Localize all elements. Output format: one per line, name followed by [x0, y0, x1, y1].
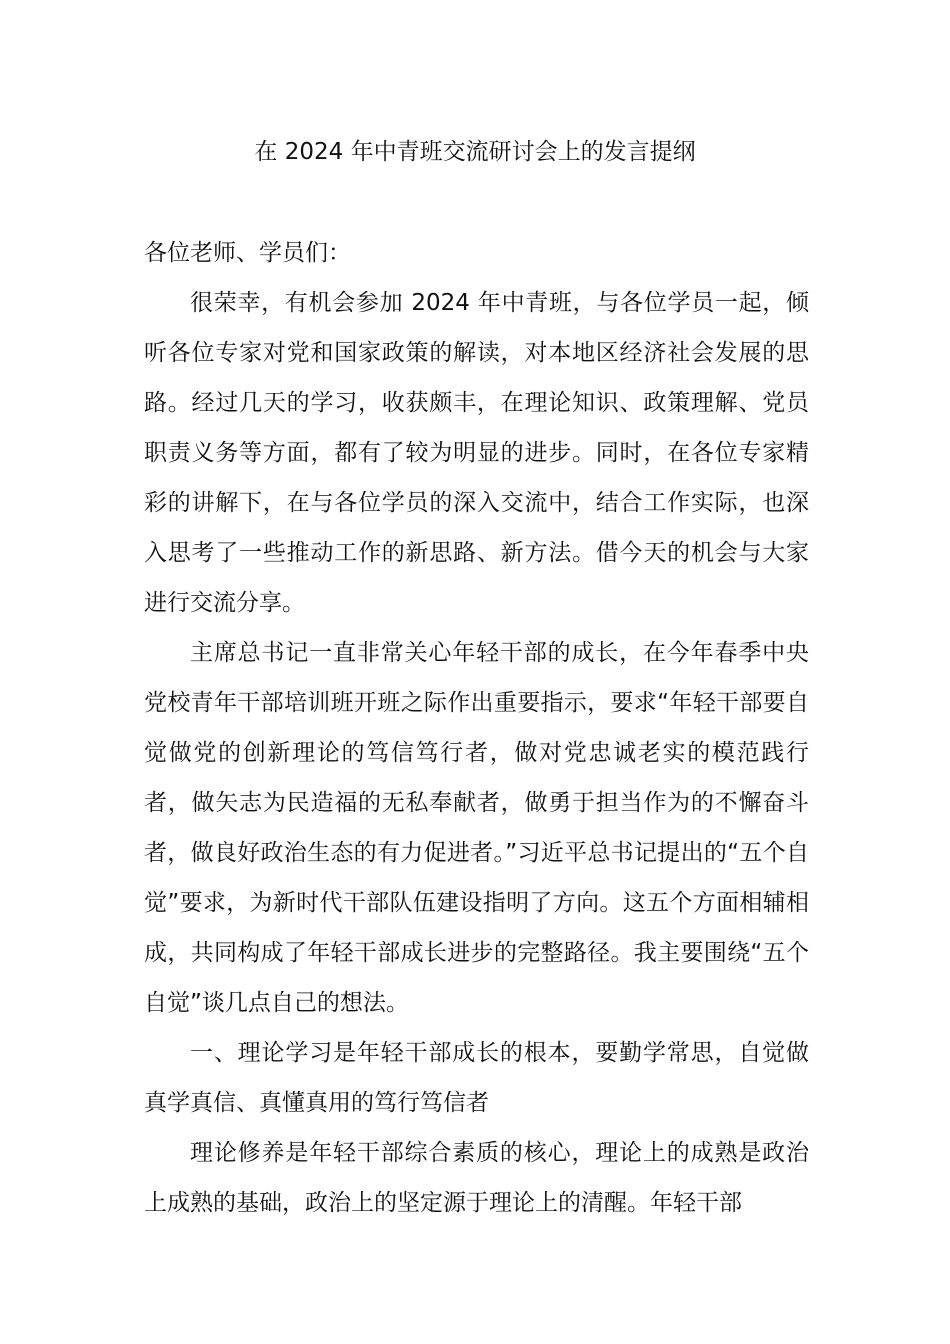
document-title: 在 2024 年中青班交流研讨会上的发言提纲: [254, 139, 696, 165]
paragraph-opening: 很荣幸，有机会参加 2024 年中青班，与各位学员一起，倾听各位专家对党和国家政策的解读，对本地区经济社会发展的思路。经过几天的学习，收获颇丰，在理论知识、政策理解、党员职责义务等方面，都有了较为明显的进步。同时，在各位专家精彩的讲解下，在与各位学员的深入交流中，结合工作实际，也深入思考了一些推动工作的新思路、新方法。借今天的机会与大家进行交流分享。: [144, 290, 809, 616]
paragraph-theory: 理论修养是年轻干部综合素质的核心，理论上的成熟是政治上成熟的基础，政治上的坚定源于理论上的清醒。年轻干部: [144, 1140, 809, 1216]
document-body: [144, 228, 809, 1228]
salutation: 各位老师、学员们：: [144, 240, 351, 266]
paragraph-five-conscious: 主席总书记一直非常关心年轻干部的成长，在今年春季中央党校青年干部培训班开班之际作出重要指示，要求“年轻干部要自觉做党的创新理论的笃信笃行者，做对党忠诚老实的模范践行者，做矢志为民造福的无私奉献者，做勇于担当作为的不懈奋斗者，做良好政治生态的有力促进者。”习近平总书记提出的“五个自觉”要求，为新时代干部队伍建设指明了方向。这五个方面相辅相成，共同构成了年轻干部成长进步的完整路径。我主要围绕“五个自觉”谈几点自己的想法。: [144, 640, 809, 1016]
section-heading-one: 一、理论学习是年轻干部成长的根本，要勤学常思，自觉做真学真信、真懂真用的笃行笃信者: [144, 1040, 809, 1116]
